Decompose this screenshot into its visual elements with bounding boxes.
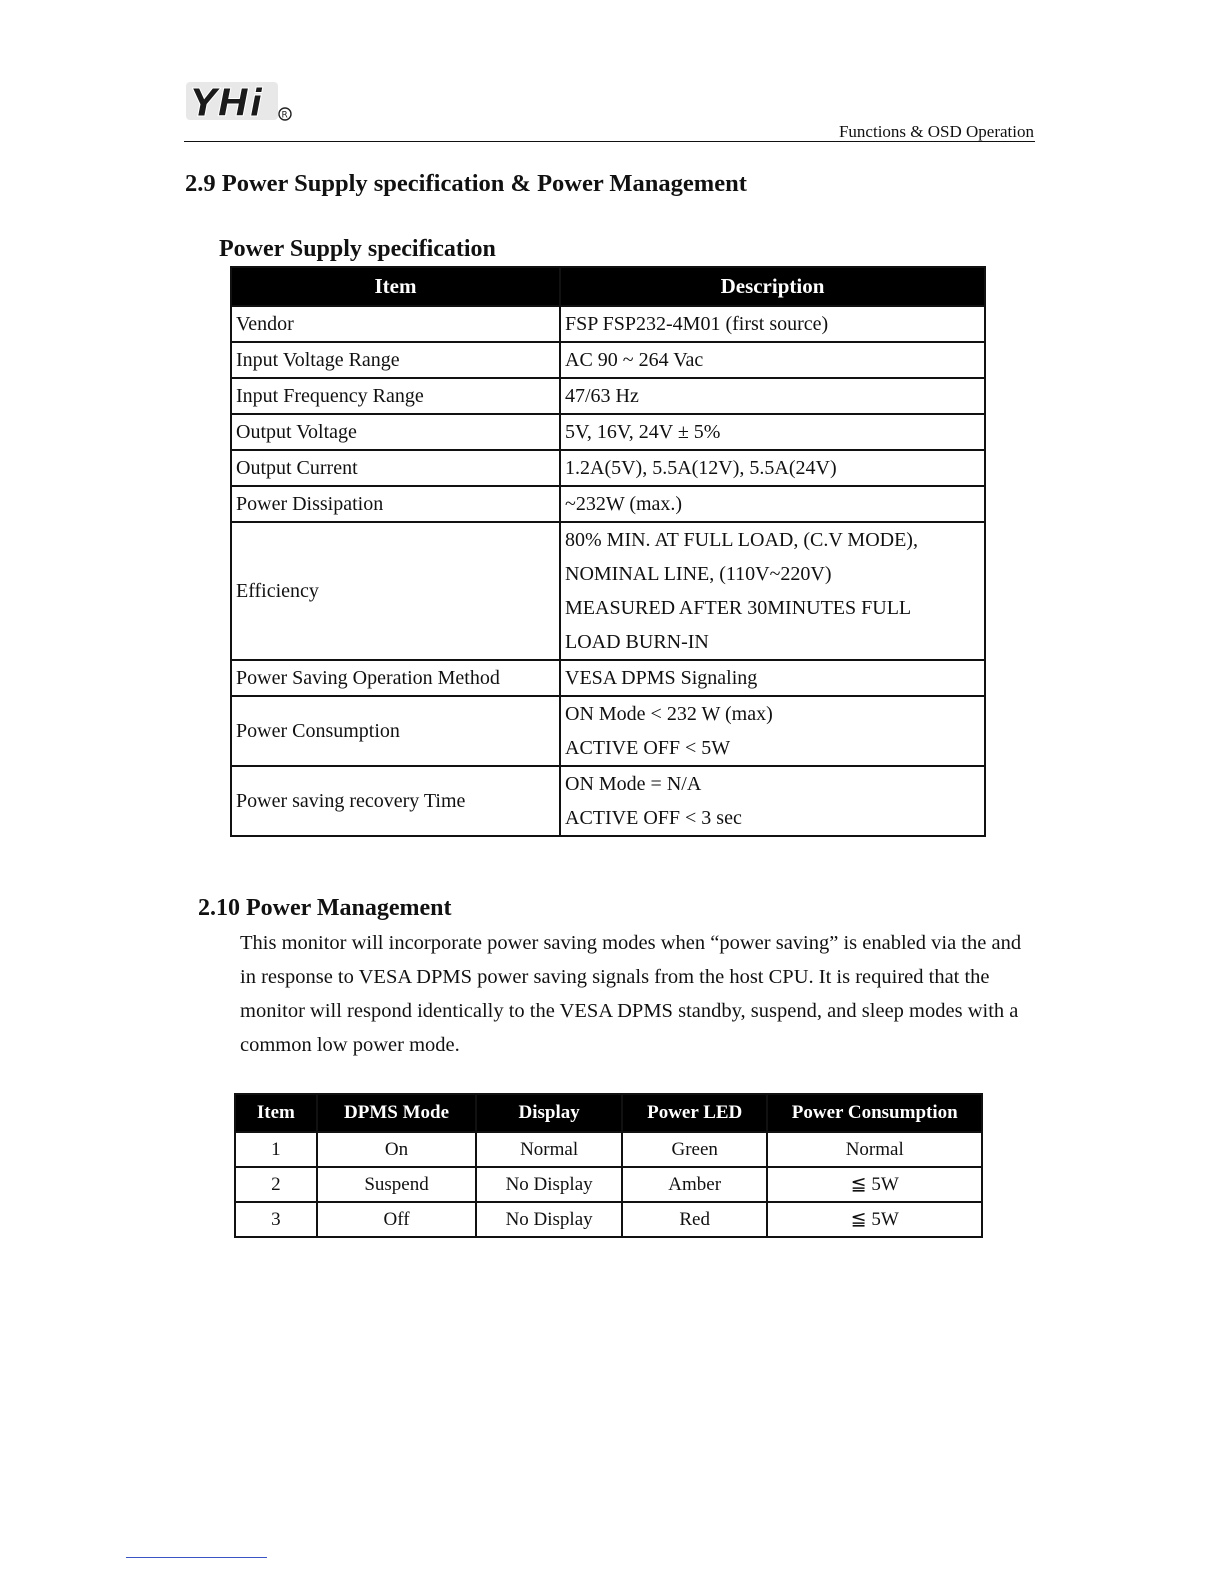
table-row <box>231 378 985 414</box>
table-row <box>231 450 985 486</box>
description-line: NOMINAL LINE, (110V~220V) <box>565 563 832 585</box>
table-header-row <box>235 1094 982 1132</box>
description-line: VESA DPMS Signaling <box>565 667 758 689</box>
table-cell: Green <box>622 1132 768 1167</box>
spec-item-cell: Vendor <box>231 306 560 342</box>
table-cell: ≦ 5W <box>767 1167 982 1202</box>
spec-description-cell <box>560 414 985 450</box>
running-header: Functions & OSD Operation <box>838 122 1034 141</box>
table-row <box>235 1167 982 1202</box>
company-logo <box>184 76 296 126</box>
subsection-title-power-supply: Power Supply specification <box>219 236 496 262</box>
description-line: 47/63 Hz <box>565 385 639 407</box>
spec-description-cell <box>560 342 985 378</box>
table-row <box>235 1132 982 1167</box>
power-management-paragraph: This monitor will incorporate power saving modes when “power saving” is enabled via the and in response to VESA DPMS power saving signals from the host CPU. It is required that the monitor will respond identically to the VESA DPMS standby, suspend, and sleep modes with a common low power mode. <box>240 932 1022 1056</box>
table-cell: 3 <box>235 1202 317 1237</box>
spec-description-cell <box>560 450 985 486</box>
svg-text:YHi: YHi <box>190 81 263 125</box>
table-row <box>231 696 985 766</box>
column-header-item: Item <box>231 267 560 306</box>
table-cell: Suspend <box>317 1167 477 1202</box>
table-row <box>231 660 985 696</box>
yhi-logo-icon <box>184 76 296 126</box>
description-line: 1.2A(5V), 5.5A(12V), 5.5A(24V) <box>565 457 837 479</box>
description-line: ON Mode < 232 W (max) <box>565 703 773 725</box>
spec-description-cell <box>560 486 985 522</box>
description-line: LOAD BURN-IN <box>565 631 709 653</box>
dpms-mode-table <box>234 1093 983 1238</box>
column-header-power-led: Power LED <box>622 1094 768 1132</box>
spec-description-cell <box>560 766 985 836</box>
table-cell: Red <box>622 1202 768 1237</box>
spec-item-cell: Power Saving Operation Method <box>231 660 560 696</box>
column-header-dpms-mode: DPMS Mode <box>317 1094 477 1132</box>
svg-text:R: R <box>281 110 288 121</box>
column-header-description: Description <box>560 267 985 306</box>
spec-description-cell <box>560 522 985 660</box>
spec-description-cell <box>560 306 985 342</box>
description-line: ~232W (max.) <box>565 493 683 515</box>
table-cell: Off <box>317 1202 477 1237</box>
power-supply-spec-table <box>230 266 986 837</box>
header-divider <box>184 141 1035 142</box>
table-cell: No Display <box>476 1202 622 1237</box>
table-cell: On <box>317 1132 477 1167</box>
table-row <box>231 342 985 378</box>
table-cell: No Display <box>476 1167 622 1202</box>
table-cell: ≦ 5W <box>767 1202 982 1237</box>
table-row <box>231 414 985 450</box>
spec-item-cell: Input Voltage Range <box>231 342 560 378</box>
table-row <box>231 522 985 660</box>
column-header-display: Display <box>476 1094 622 1132</box>
spec-item-cell: Output Current <box>231 450 560 486</box>
table-row <box>235 1202 982 1237</box>
column-header-power-consumption: Power Consumption <box>767 1094 982 1132</box>
description-line: AC 90 ~ 264 Vac <box>565 349 704 371</box>
table-cell: Normal <box>767 1132 982 1167</box>
spec-item-cell: Power Consumption <box>231 696 560 766</box>
table-cell: Amber <box>622 1167 768 1202</box>
description-line: ACTIVE OFF < 3 sec <box>565 807 742 829</box>
spec-item-cell: Power saving recovery Time <box>231 766 560 836</box>
table-cell: 2 <box>235 1167 317 1202</box>
spec-item-cell: Power Dissipation <box>231 486 560 522</box>
table-row <box>231 486 985 522</box>
spec-description-cell <box>560 378 985 414</box>
table-row <box>231 766 985 836</box>
description-line: ACTIVE OFF < 5W <box>565 737 731 759</box>
table-header-row <box>231 267 985 306</box>
table-row <box>231 306 985 342</box>
section-title-2-10: 2.10 Power Management <box>198 895 452 921</box>
description-line: MEASURED AFTER 30MINUTES FULL <box>565 597 912 619</box>
spec-item-cell: Input Frequency Range <box>231 378 560 414</box>
spec-description-cell <box>560 660 985 696</box>
description-line: ON Mode = N/A <box>565 773 702 795</box>
footer-link-underline[interactable] <box>126 1557 267 1558</box>
description-line: FSP FSP232-4M01 (first source) <box>565 313 829 335</box>
section-title-2-9: 2.9 Power Supply specification & Power Management <box>185 170 747 197</box>
column-header-item: Item <box>235 1094 317 1132</box>
spec-item-cell: Output Voltage <box>231 414 560 450</box>
table-cell: Normal <box>476 1132 622 1167</box>
spec-description-cell <box>560 696 985 766</box>
description-line: 5V, 16V, 24V ± 5% <box>565 421 721 443</box>
table-cell: 1 <box>235 1132 317 1167</box>
spec-item-cell: Efficiency <box>231 522 560 660</box>
description-line: 80% MIN. AT FULL LOAD, (C.V MODE), <box>565 529 918 551</box>
